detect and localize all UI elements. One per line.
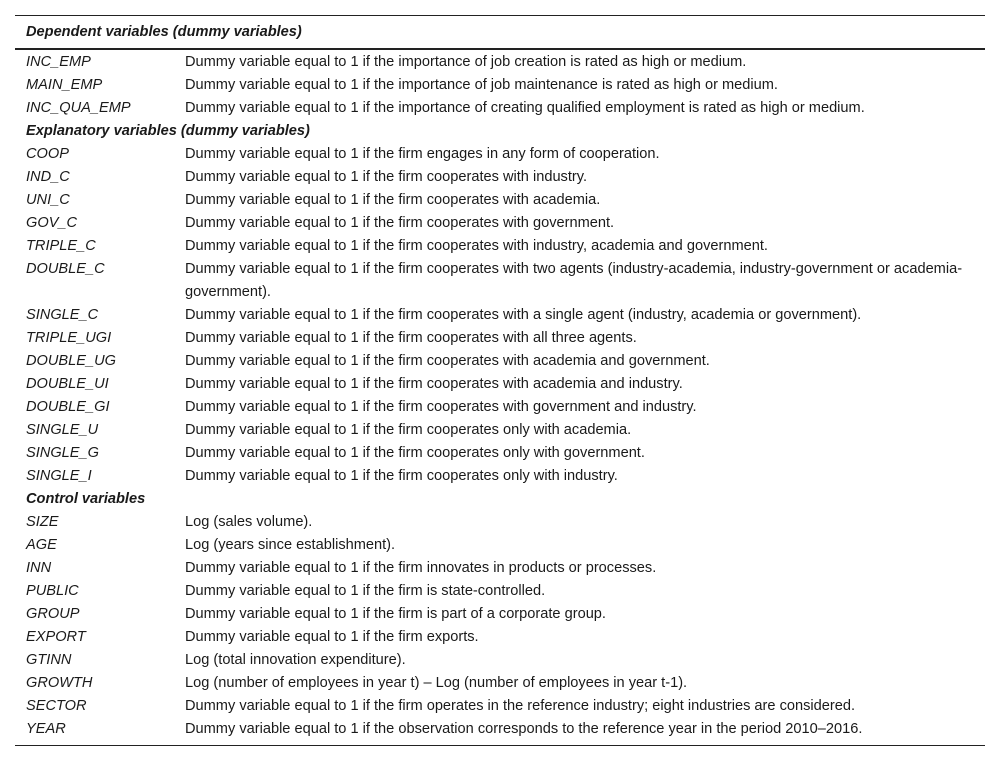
variable-name: EXPORT bbox=[26, 629, 86, 645]
table-row bbox=[15, 51, 985, 74]
variable-description: Log (total innovation expenditure). bbox=[185, 652, 406, 668]
variable-name: INC_QUA_EMP bbox=[26, 100, 131, 116]
section-title-explanatory: Explanatory variables (dummy variables) bbox=[26, 123, 310, 139]
control-section bbox=[15, 511, 985, 741]
table-body bbox=[15, 50, 985, 745]
variable-description: Dummy variable equal to 1 if the importance of job maintenance is rated as high or medium. bbox=[185, 77, 778, 93]
table-row bbox=[15, 465, 985, 488]
table-row bbox=[15, 442, 985, 465]
variable-description: Dummy variable equal to 1 if the firm cooperates only with industry. bbox=[185, 468, 618, 484]
variable-name: GROWTH bbox=[26, 675, 93, 691]
table-row bbox=[15, 649, 985, 672]
variable-name: INC_EMP bbox=[26, 54, 91, 70]
variable-name: SINGLE_G bbox=[26, 445, 99, 461]
table-row bbox=[15, 718, 985, 741]
table-header: Dependent variables (dummy variables) bbox=[26, 24, 302, 40]
table-row bbox=[15, 189, 985, 212]
variable-description: Dummy variable equal to 1 if the firm is state-controlled. bbox=[185, 583, 546, 599]
variable-name: TRIPLE_C bbox=[26, 238, 96, 254]
variable-description: Dummy variable equal to 1 if the firm cooperates with government and industry. bbox=[185, 399, 697, 415]
variable-description: Dummy variable equal to 1 if the importance of job creation is rated as high or medium. bbox=[185, 54, 747, 70]
variable-name: DOUBLE_UG bbox=[26, 353, 117, 369]
table-row bbox=[15, 327, 985, 350]
variable-description: Dummy variable equal to 1 if the observation corresponds to the reference year in the period 2010–2016. bbox=[185, 721, 863, 737]
variable-name: IND_C bbox=[26, 169, 70, 185]
variable-description: Dummy variable equal to 1 if the firm cooperates with a single agent (industry, academia or government). bbox=[185, 307, 862, 323]
variable-description: Dummy variable equal to 1 if the firm cooperates only with academia. bbox=[185, 422, 632, 438]
variable-description: Log (sales volume). bbox=[185, 514, 313, 530]
variable-description: Dummy variable equal to 1 if the firm operates in the reference industry; eight industries are considered. bbox=[185, 698, 856, 714]
variable-name: COOP bbox=[26, 146, 69, 162]
table-row bbox=[15, 672, 985, 695]
table-row bbox=[15, 511, 985, 534]
table-row bbox=[15, 212, 985, 235]
variable-name: SIZE bbox=[26, 514, 59, 530]
variables-table bbox=[15, 15, 985, 746]
variable-name: MAIN_EMP bbox=[26, 77, 103, 93]
variable-name: GOV_C bbox=[26, 215, 78, 231]
table-row bbox=[15, 166, 985, 189]
table-row bbox=[15, 396, 985, 419]
table-row bbox=[15, 603, 985, 626]
variable-name: INN bbox=[26, 560, 52, 576]
variable-name: YEAR bbox=[26, 721, 66, 737]
table-bottom-rule bbox=[15, 745, 985, 746]
variable-description: Dummy variable equal to 1 if the firm innovates in products or processes. bbox=[185, 560, 657, 576]
table-row bbox=[15, 235, 985, 258]
variable-name: UNI_C bbox=[26, 192, 70, 208]
variable-name: TRIPLE_UGI bbox=[26, 330, 112, 346]
variable-name: DOUBLE_GI bbox=[26, 399, 110, 415]
variable-description: Log (number of employees in year t) – Log (number of employees in year t-1). bbox=[185, 675, 688, 691]
table-row bbox=[15, 74, 985, 97]
table-row bbox=[15, 626, 985, 649]
table-row bbox=[15, 580, 985, 603]
variable-description: Dummy variable equal to 1 if the firm cooperates with all three agents. bbox=[185, 330, 637, 346]
variable-name: GTINN bbox=[26, 652, 72, 668]
section-title-control: Control variables bbox=[26, 491, 146, 507]
variable-description: Dummy variable equal to 1 if the firm is part of a corporate group. bbox=[185, 606, 606, 622]
table-row bbox=[15, 373, 985, 396]
variable-description: Dummy variable equal to 1 if the firm exports. bbox=[185, 629, 479, 645]
table-row bbox=[15, 97, 985, 120]
variable-name: DOUBLE_C bbox=[26, 261, 105, 277]
table-row bbox=[15, 419, 985, 442]
variable-description: Dummy variable equal to 1 if the firm cooperates only with government. bbox=[185, 445, 645, 461]
table-row bbox=[15, 557, 985, 580]
table-row bbox=[15, 258, 985, 304]
variable-description: Dummy variable equal to 1 if the firm cooperates with industry, academia and government. bbox=[185, 238, 768, 254]
variable-description: Dummy variable equal to 1 if the firm cooperates with academia and government. bbox=[185, 353, 710, 369]
variable-description: Dummy variable equal to 1 if the firm cooperates with industry. bbox=[185, 169, 588, 185]
variable-description: Log (years since establishment). bbox=[185, 537, 396, 553]
variable-name: SINGLE_I bbox=[26, 468, 92, 484]
variable-description: Dummy variable equal to 1 if the firm cooperates with government. bbox=[185, 215, 615, 231]
variable-description: Dummy variable equal to 1 if the firm cooperates with academia and industry. bbox=[185, 376, 683, 392]
variable-name: GROUP bbox=[26, 606, 80, 622]
variable-description: Dummy variable equal to 1 if the firm engages in any form of cooperation. bbox=[185, 146, 660, 162]
table-row bbox=[15, 143, 985, 166]
variable-name: SECTOR bbox=[26, 698, 87, 714]
variable-name: AGE bbox=[26, 537, 57, 553]
table-row bbox=[15, 695, 985, 718]
variable-name: PUBLIC bbox=[26, 583, 79, 599]
variable-name: SINGLE_C bbox=[26, 307, 99, 323]
table-row bbox=[15, 350, 985, 373]
variable-description: Dummy variable equal to 1 if the firm cooperates with two agents (industry-academia, industry-government or academia-government). bbox=[185, 261, 963, 300]
explanatory-section bbox=[15, 143, 985, 488]
variable-name: DOUBLE_UI bbox=[26, 376, 109, 392]
table-row bbox=[15, 304, 985, 327]
variable-description: Dummy variable equal to 1 if the firm cooperates with academia. bbox=[185, 192, 601, 208]
variable-name: SINGLE_U bbox=[26, 422, 99, 438]
dependent-section bbox=[15, 51, 985, 120]
table-row bbox=[15, 534, 985, 557]
variable-description: Dummy variable equal to 1 if the importance of creating qualified employment is rated as high or medium. bbox=[185, 100, 865, 116]
